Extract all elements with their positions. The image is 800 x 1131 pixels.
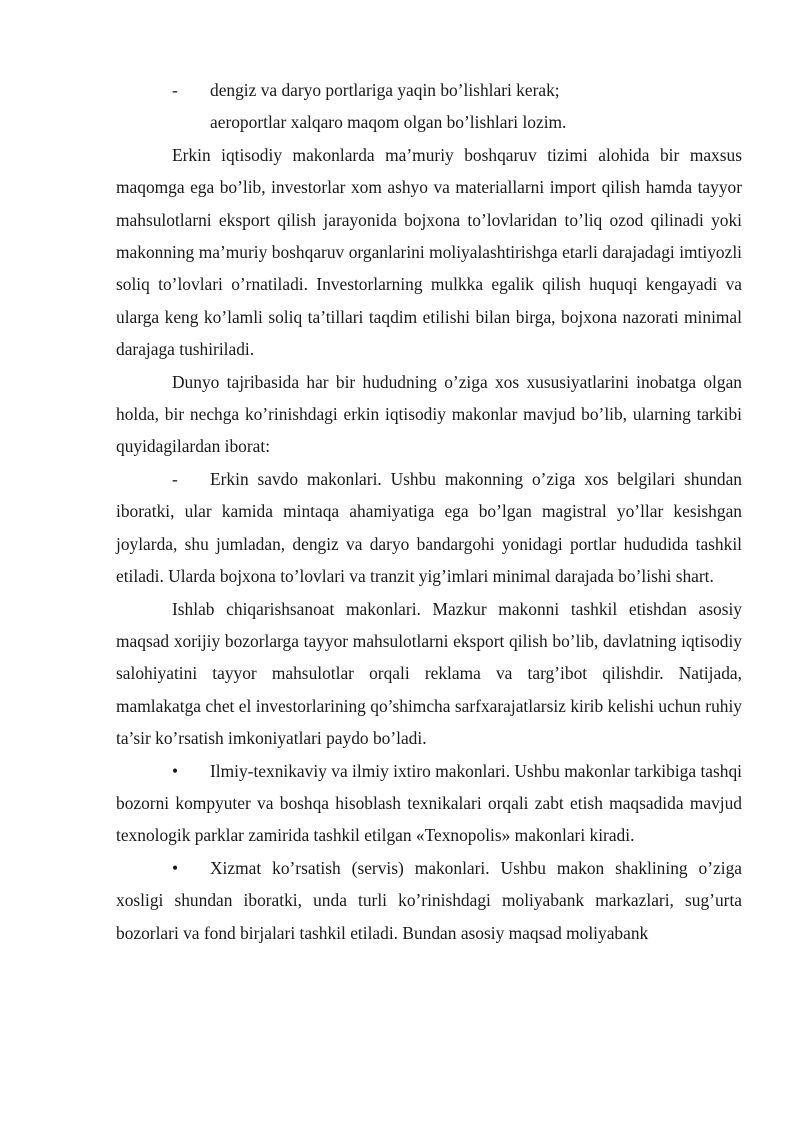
list-item-text: dengiz va daryo portlariga yaqin bo’lishlari kerak; bbox=[210, 80, 560, 100]
paragraph-administrative-regime: Erkin iqtisodiy makonlarda ma’muriy boshqaruv tizimi alohida bir maxsus maqomga ega bo’lib, investorlar xom ashyo va materiallarni import qilish hamda tayyor mahsulotlarni eksport qilish jarayonida bojxona to’lovlaridan to’liq ozod qilinadi yoki makonning ma’muriy boshqaruv organlarini moliyalashtirishga etarli darajadagi imtiyozli soliq to’lovlari o’rnatiladi. Investorlarning mulkka egalik qilish huquqi kengayadi va ularga keng ko’lamli soliq ta’tillari taqdim etilishi bilan birga, bojxona nazorati minimal darajaga tushiriladi. bbox=[116, 144, 742, 360]
dash-bullet: - bbox=[172, 80, 178, 100]
paragraph-industrial-zones: Ishlab chiqarishsanoat makonlari. Mazkur makonni tashkil etishdan asosiy maqsad xorijiy bozorlarga tayyor mahsulotlarni eksport qilish bo’lib, davlatning iqtisodiy salohiyatini tayyor mahsulotlar orqali reklama va targ’ibot qilishdir. Natijada, mamlakatga chet el investorlarining qo’shimcha sarfxarajatlarsiz kirib kelishi uchun ruhiy ta’sir ko’rsatish imkoniyatlari paydo bo’ladi. bbox=[116, 598, 742, 749]
list-continuation-airports: aeroportlar xalqaro maqom olgan bo’lishlari lozim. bbox=[210, 112, 567, 133]
list-item-text: Erkin savdo makonlari. Ushbu makonning o’ziga xos belgilari shundan iboratki, ular kamida mintaqa ahamiyatiga ega bo’lgan magistral yo’llar kesishgan joylarda, shu jumladan, dengiz va daryo bandargohi yonidagi portlar hududida tashkil etiladi. Ularda bojxona to’lovlari va tranzit yig’imlari minimal darajada bo’lishi shart. bbox=[116, 468, 742, 587]
list-item-scientific-zones bbox=[116, 755, 742, 852]
paragraph-world-experience: Dunyo tajribasida har bir hududning o’ziga xos xususiyatlarini inobatga olgan holda, bir nechga ko’rinishdagi erkin iqtisodiy makonlar mavjud bo’lib, ularning tarkibi quyidagilardan iborat: bbox=[116, 371, 742, 457]
list-item-ports bbox=[116, 74, 742, 106]
list-item-text: Xizmat ko’rsatish (servis) makonlari. Ushbu makon shaklining o’ziga xosligi shundan iboratki, unda turli ko’rinishdagi moliyabank markazlari, sug’urta bozorlari va fond birjalari tashkil etiladi. Bundan asosiy maqsad moliyabank bbox=[116, 857, 742, 943]
round-bullet: • bbox=[172, 760, 179, 781]
document-body bbox=[116, 74, 742, 949]
dash-bullet: - bbox=[172, 468, 178, 489]
list-item-service-zones bbox=[116, 852, 742, 949]
round-bullet: • bbox=[172, 857, 179, 878]
list-item-text: Ilmiy-texnikaviy va ilmiy ixtiro makonlari. Ushbu makonlar tarkibiga tashqi bozorni kompyuter va boshqa hisoblash texnikalari orqali zabt etish maqsadida mavjud texnologik parklar zamirida tashkil etilgan «Texnopolis» makonlari kiradi. bbox=[116, 760, 742, 846]
list-item-free-trade-zones bbox=[116, 463, 742, 593]
